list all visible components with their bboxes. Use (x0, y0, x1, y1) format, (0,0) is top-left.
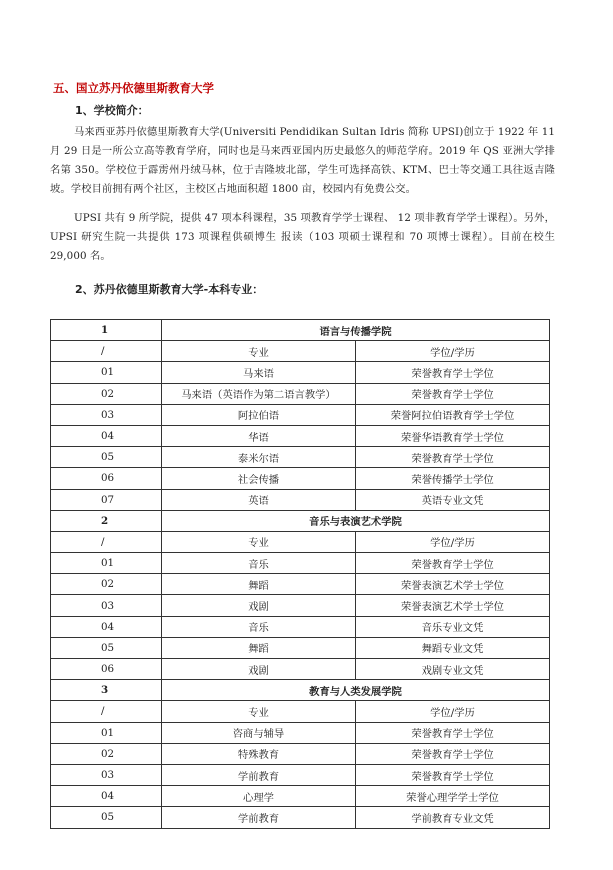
faculty-name: 教育与人类发展学院 (162, 680, 550, 701)
row-number: 05 (51, 447, 162, 468)
degree-name: 荣誉阿拉伯语教育学士学位 (356, 404, 550, 425)
faculty-name: 音乐与表演艺术学院 (162, 510, 550, 531)
table-row (51, 637, 550, 658)
header-cell: / (51, 531, 162, 552)
table-header-row (51, 701, 550, 722)
degree-name: 舞蹈专业文凭 (356, 637, 550, 658)
major-name: 阿拉伯语 (162, 404, 356, 425)
major-name: 舞蹈 (162, 637, 356, 658)
major-name: 戏剧 (162, 659, 356, 680)
table-row (51, 362, 550, 383)
major-name: 音乐 (162, 616, 356, 637)
row-number: 03 (51, 764, 162, 785)
faculty-row (51, 680, 550, 701)
intro-paragraph-2: UPSI 共有 9 所学院，提供 47 项本科课程，35 项教育学学士课程、 12 项非教育学学士课程）。另外，UPSI 研究生院一共提供 173 项课程供硕博生 报读（103 项硕士课程和 70 项博士课程）。目前在校生 29,000 名。 (50, 212, 555, 262)
degree-name: 荣誉教育学士学位 (356, 743, 550, 764)
table-row (51, 489, 550, 510)
row-number: 03 (51, 595, 162, 616)
major-name: 华语 (162, 425, 356, 446)
degree-name: 学前教育专业文凭 (356, 807, 550, 828)
table-row (51, 616, 550, 637)
header-cell: 学位/学历 (356, 701, 550, 722)
degree-name: 戏剧专业文凭 (356, 659, 550, 680)
major-name: 学前教育 (162, 764, 356, 785)
header-cell: / (51, 701, 162, 722)
table-row (51, 659, 550, 680)
row-number: 01 (51, 362, 162, 383)
row-number: 02 (51, 383, 162, 404)
degree-name: 荣誉表演艺术学士学位 (356, 595, 550, 616)
row-number: 04 (51, 425, 162, 446)
header-cell: 专业 (162, 341, 356, 362)
major-name: 英语 (162, 489, 356, 510)
table-row (51, 574, 550, 595)
degree-name: 荣誉教育学士学位 (356, 383, 550, 404)
row-number: 05 (51, 637, 162, 658)
row-number: 05 (51, 807, 162, 828)
row-number: 06 (51, 659, 162, 680)
intro-heading: 1、学校简介： (75, 104, 149, 117)
table-row (51, 553, 550, 574)
degree-name: 荣誉教育学士学位 (356, 553, 550, 574)
table-row (51, 722, 550, 743)
header-cell: 学位/学历 (356, 341, 550, 362)
header-cell: / (51, 341, 162, 362)
faculty-name: 语言与传播学院 (162, 320, 550, 341)
degree-name: 荣誉表演艺术学士学位 (356, 574, 550, 595)
row-number: 02 (51, 743, 162, 764)
header-cell: 专业 (162, 701, 356, 722)
row-number: 04 (51, 786, 162, 807)
table-row (51, 447, 550, 468)
majors-heading: 2、苏丹依德里斯教育大学-本科专业： (75, 283, 264, 296)
major-name: 咨商与辅导 (162, 722, 356, 743)
major-name: 泰米尔语 (162, 447, 356, 468)
faculty-number: 1 (51, 320, 162, 341)
table-row (51, 786, 550, 807)
major-name: 心理学 (162, 786, 356, 807)
row-number: 01 (51, 722, 162, 743)
table-row (51, 764, 550, 785)
major-name: 学前教育 (162, 807, 356, 828)
table-row (51, 743, 550, 764)
row-number: 03 (51, 404, 162, 425)
intro-paragraph-1: 马来西亚苏丹依德里斯教育大学(Universiti Pendidikan Sultan Idris 简称 UPSI)创立于 1922 年 11 月 29 日是一所公立高等教育学府，同时也是马来西亚国内历史最悠久的师范学府。2019 年 QS 亚洲大学排名第 350。学校位于霹雳州丹绒马林，位于吉隆坡北部，学生可选择高铁、KTM、巴士等交通工具往返吉隆坡。学校目前拥有两个社区，主校区占地面积超 1800 亩，校园内有免费公交。 (50, 126, 555, 195)
table-row (51, 595, 550, 616)
row-number: 06 (51, 468, 162, 489)
major-name: 马来语 (162, 362, 356, 383)
major-name: 马来语（英语作为第二语言教学） (162, 383, 356, 404)
table-row (51, 404, 550, 425)
degree-name: 荣誉教育学士学位 (356, 764, 550, 785)
table-row (51, 383, 550, 404)
table-header-row (51, 341, 550, 362)
faculty-row (51, 510, 550, 531)
row-number: 02 (51, 574, 162, 595)
degree-name: 英语专业文凭 (356, 489, 550, 510)
faculty-number: 2 (51, 510, 162, 531)
degree-name: 荣誉华语教育学士学位 (356, 425, 550, 446)
degree-name: 音乐专业文凭 (356, 616, 550, 637)
degree-name: 荣誉教育学士学位 (356, 447, 550, 468)
table-row (51, 425, 550, 446)
section-heading: 五、国立苏丹依德里斯教育大学 (53, 81, 214, 95)
degree-name: 荣誉教育学士学位 (356, 362, 550, 383)
majors-table (50, 319, 550, 829)
major-name: 舞蹈 (162, 574, 356, 595)
faculty-row (51, 320, 550, 341)
degree-name: 荣誉教育学士学位 (356, 722, 550, 743)
table-row (51, 807, 550, 828)
header-cell: 学位/学历 (356, 531, 550, 552)
table-row (51, 468, 550, 489)
row-number: 04 (51, 616, 162, 637)
major-name: 音乐 (162, 553, 356, 574)
degree-name: 荣誉心理学学士学位 (356, 786, 550, 807)
row-number: 01 (51, 553, 162, 574)
major-name: 社会传播 (162, 468, 356, 489)
major-name: 特殊教育 (162, 743, 356, 764)
degree-name: 荣誉传播学士学位 (356, 468, 550, 489)
faculty-number: 3 (51, 680, 162, 701)
major-name: 戏剧 (162, 595, 356, 616)
table-header-row (51, 531, 550, 552)
header-cell: 专业 (162, 531, 356, 552)
row-number: 07 (51, 489, 162, 510)
